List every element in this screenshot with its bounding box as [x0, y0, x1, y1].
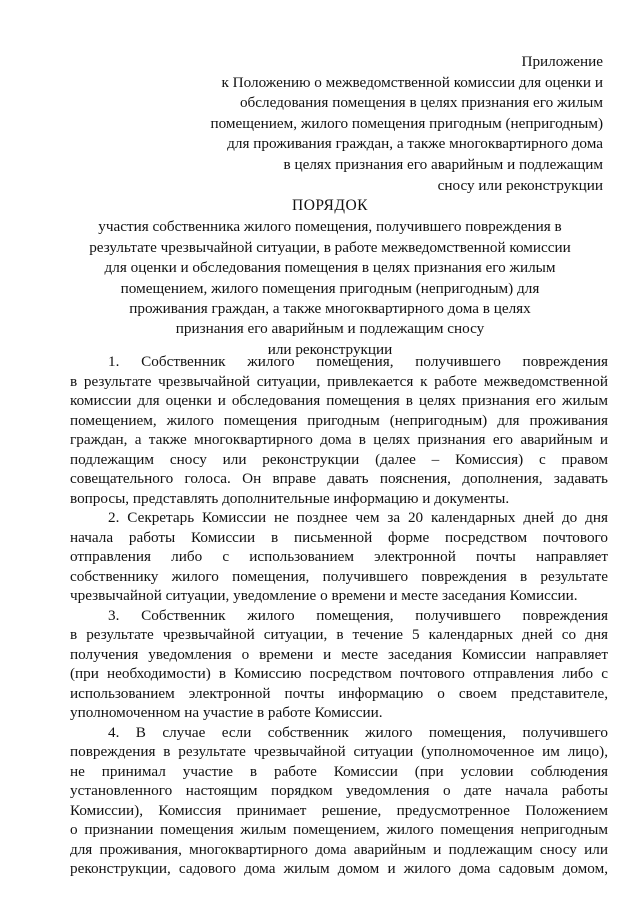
title-line: проживания граждан, а также многоквартирного дома в целях — [129, 300, 531, 318]
paragraph-line: не принимал участие в работе Комиссии (при условии соблюдения — [70, 762, 608, 780]
paragraph-line: собственнику жилого помещения, получившего повреждения в результате — [70, 567, 608, 585]
paragraph-line: совещательного голоса. Он вправе давать пояснения, дополнения, задавать — [70, 470, 608, 487]
paragraph-line: помещением, жилого помещения пригодным (непригодным) для проживания — [70, 411, 608, 429]
appendix-line: обследования помещения в целях признания его жилым — [239, 94, 603, 112]
paragraph-line: установленного настоящим порядком уведомления о дате начала работы — [70, 782, 608, 799]
paragraph-line: повреждения в результате чрезвычайной ситуации (уполномоченное им лицо), — [70, 743, 608, 760]
appendix-line: помещением, жилого помещения пригодным (непригодным) — [210, 114, 603, 132]
paragraph-line: в результате чрезвычайной ситуации, в течение 5 календарных дней со дня — [70, 626, 608, 643]
title-line: участия собственника жилого помещения, получившего повреждения в — [98, 218, 562, 236]
paragraph-line: вопросы, представлять дополнительные информацию и документы. — [70, 489, 510, 507]
paragraph-line: 2. Секретарь Комиссии не позднее чем за 20 календарных дней до дня — [108, 509, 608, 526]
title-line: для оценки и обследования помещения в целях признания его жилым — [104, 259, 556, 277]
appendix-line: к Положению о межведомственной комиссии для оценки и — [221, 73, 603, 91]
paragraph-line: Комиссии), Комиссия принимает решение, предусмотренное Положением — [70, 801, 608, 819]
appendix-line: в целях признания его аварийным и подлежащим — [283, 155, 603, 173]
paragraph-2 — [70, 508, 608, 606]
title-line: результате чрезвычайной ситуации, в работе межведомственной комиссии — [89, 238, 571, 256]
paragraph-line: отправления либо с использованием электронной почты направляет — [70, 548, 608, 565]
title-line: или реконструкции — [267, 340, 393, 358]
paragraph-line: комиссии для оценки и обследования помещения в целях признания его жилым — [70, 392, 608, 409]
paragraph-4 — [70, 723, 608, 879]
paragraph-line: использованием электронной почты информацию о своем представителе, — [70, 684, 608, 702]
paragraph-line: начала работы Комиссии в письменной форме посредством почтового — [70, 528, 608, 546]
paragraph-1 — [70, 352, 608, 508]
paragraph-line: 3. Собственник жилого помещения, получившего повреждения — [108, 606, 608, 624]
title-heading: ПОРЯДОК — [292, 197, 368, 214]
paragraph-line: в результате чрезвычайной ситуации, привлекается к работе межведомственной — [70, 372, 608, 390]
paragraph-line: подлежащим сносу или реконструкции (далее – Комиссия) с правом — [70, 450, 608, 468]
document-title — [60, 196, 600, 360]
paragraph-line: реконструкции, садового дома жилым домом и жилого дома садовым домом, — [70, 860, 608, 877]
paragraph-line: получения уведомления о времени и месте заседания Комиссии направляет — [70, 645, 608, 663]
paragraph-line: 4. В случае если собственник жилого помещения, получившего — [108, 723, 608, 741]
title-line: признания его аварийным и подлежащим сносу — [175, 320, 485, 338]
title-line: помещением, жилого помещения пригодным (непригодным) для — [120, 279, 540, 297]
paragraph-line: (при необходимости) в Комиссию посредством почтового отправления либо с — [70, 665, 608, 682]
paragraph-3 — [70, 606, 608, 723]
appendix-line: сносу или реконструкции — [437, 176, 603, 194]
paragraph-line: о признании помещения жилым помещением, жилого помещения непригодным — [70, 821, 608, 838]
paragraph-line: 1. Собственник жилого помещения, получившего повреждения — [108, 353, 608, 370]
appendix-line: для проживания граждан, а также многоквартирного дома — [227, 135, 603, 153]
appendix-header — [183, 52, 603, 196]
paragraph-line: чрезвычайной ситуации, уведомление о времени и месте заседания Комиссии. — [70, 587, 578, 604]
paragraph-line: граждан, а также многоквартирного дома в целях признания его аварийным и — [70, 431, 608, 448]
appendix-line: Приложение — [521, 53, 603, 70]
paragraph-line: уполномоченном на участие в работе Комиссии. — [70, 704, 383, 721]
paragraph-line: для проживания, многоквартирного дома аварийным и подлежащим сносу или — [70, 840, 608, 858]
document-body — [70, 352, 608, 879]
